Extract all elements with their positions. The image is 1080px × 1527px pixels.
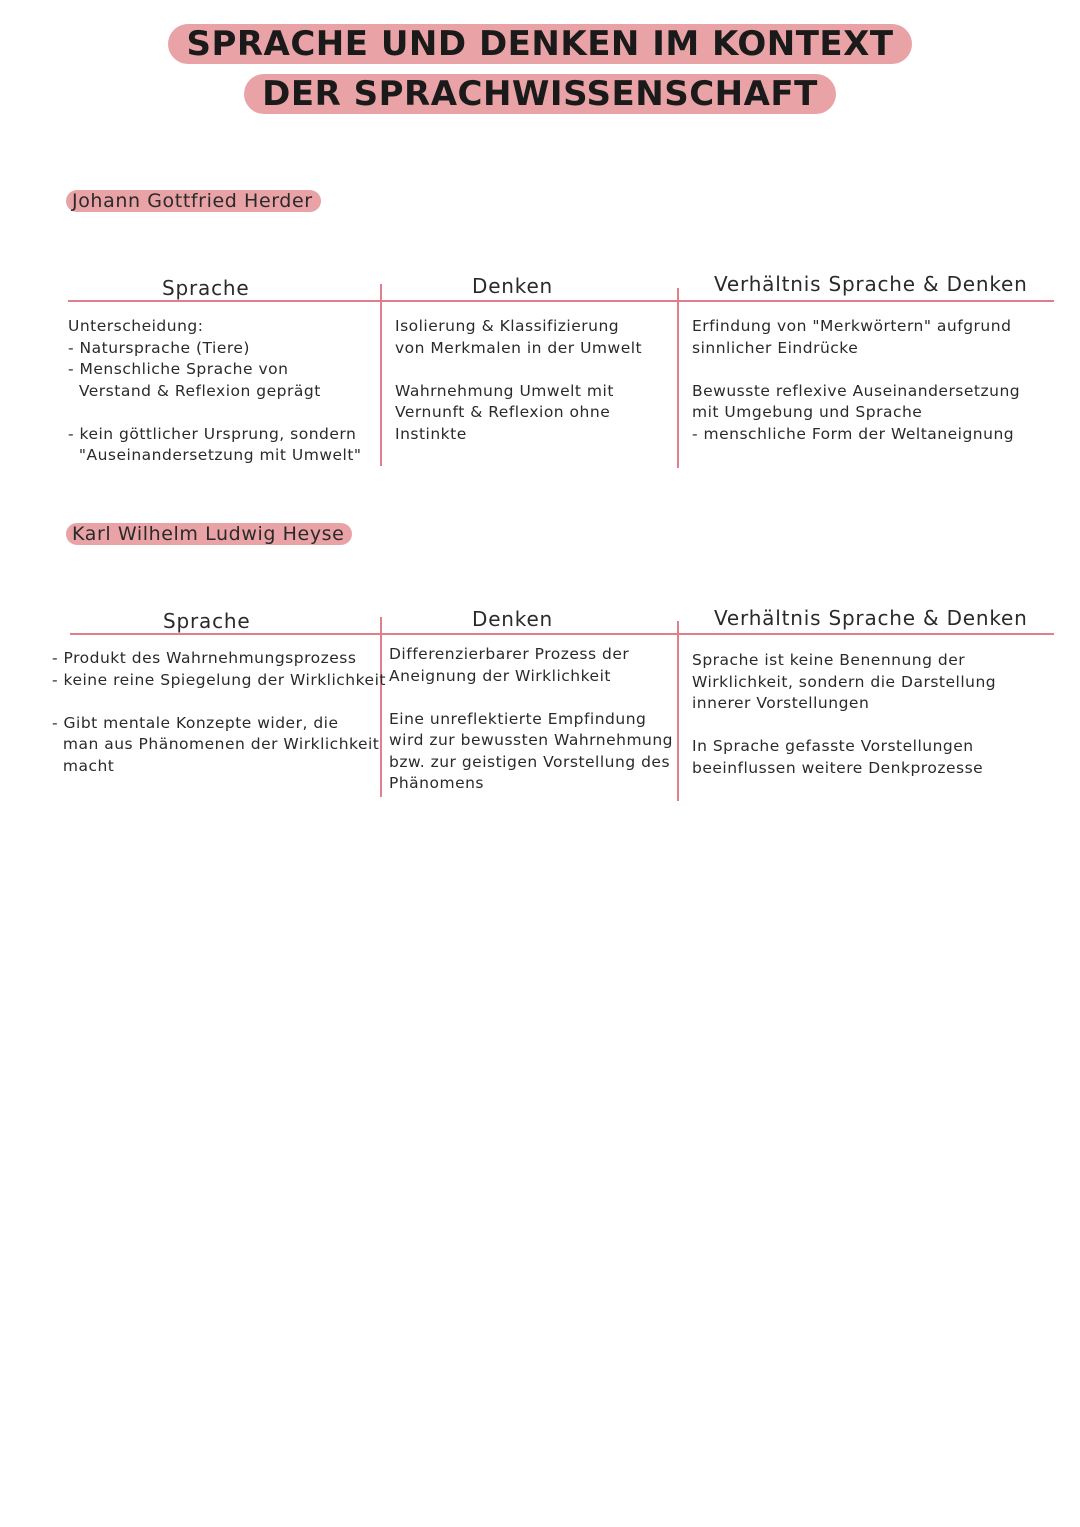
text-line: - menschliche Form der Weltaneignung: [692, 424, 1015, 443]
text-line: macht: [52, 756, 115, 775]
text-line: mit Umgebung und Sprache: [692, 403, 923, 421]
text-line: Verstand & Reflexion geprägt: [68, 381, 321, 400]
column-divider-1: [380, 284, 382, 466]
header-sprache: Sprache: [163, 609, 251, 633]
section-heading-herder: Johann Gottfried Herder: [66, 190, 321, 212]
text-line: Aneignung der Wirklichkeit: [389, 666, 611, 685]
header-denken: Denken: [472, 607, 554, 631]
text-line: - kein göttlicher Ursprung, sondern: [68, 424, 357, 443]
text-line: wird zur bewussten Wahrnehmung: [389, 731, 674, 749]
header-sprache: Sprache: [162, 276, 250, 300]
text-line: Sprache ist keine Benennung der: [692, 651, 966, 669]
header-verhaeltnis: Verhältnis Sprache & Denken: [714, 606, 1028, 630]
text-line: Wirklichkeit, sondern die Darstellung: [692, 672, 997, 691]
text-line: sinnlicher Eindrücke: [692, 338, 859, 357]
text-line: Eine unreflektierte Empfindung: [389, 709, 647, 728]
header-denken: Denken: [472, 274, 554, 298]
text-line: Instinkte: [395, 424, 467, 443]
cell-sprache: [52, 648, 386, 777]
text-line: Isolierung & Klassifizierung: [395, 317, 620, 335]
header-verhaeltnis: Verhältnis Sprache & Denken: [714, 272, 1028, 296]
title-line-2: [0, 74, 1080, 114]
cell-verhaeltnis: [692, 316, 1020, 445]
cell-sprache: [68, 316, 362, 467]
title-line-1: [0, 24, 1080, 64]
text-line: Wahrnehmung Umwelt mit: [395, 381, 614, 400]
text-line: man aus Phänomenen der Wirklichkeit: [52, 735, 380, 753]
text-line: Unterscheidung:: [68, 317, 204, 335]
text-line: Differenzierbarer Prozess der: [389, 645, 630, 663]
text-line: - Produkt des Wahrnehmungsprozess: [52, 649, 357, 667]
column-divider-2: [677, 621, 679, 801]
header-rule: [70, 633, 1054, 635]
header-rule: [68, 300, 1054, 302]
text-line: beeinflussen weitere Denkprozesse: [692, 758, 984, 777]
page-title-part-2: DER SPRACHWISSENSCHAFT: [244, 74, 836, 114]
text-line: - Natursprache (Tiere): [68, 338, 250, 357]
section-heading-heyse: Karl Wilhelm Ludwig Heyse: [66, 523, 352, 545]
cell-denken: [395, 316, 642, 445]
text-line: Bewusste reflexive Auseinandersetzung: [692, 381, 1021, 400]
page-title-part-1: SPRACHE UND DENKEN IM KONTEXT: [168, 24, 911, 64]
text-line: Vernunft & Reflexion ohne: [395, 403, 611, 421]
text-line: innerer Vorstellungen: [692, 694, 870, 712]
column-divider-2: [677, 288, 679, 468]
text-line: bzw. zur geistigen Vorstellung des: [389, 752, 671, 771]
text-line: - keine reine Spiegelung der Wirklichkeit: [52, 670, 386, 689]
cell-denken: [389, 644, 673, 795]
text-line: "Auseinandersetzung mit Umwelt": [68, 446, 362, 464]
cell-verhaeltnis: [692, 650, 996, 779]
text-line: - Menschliche Sprache von: [68, 360, 289, 378]
text-line: Erfindung von "Merkwörtern" aufgrund: [692, 317, 1012, 335]
text-line: von Merkmalen in der Umwelt: [395, 338, 643, 357]
text-line: - Gibt mentale Konzepte wider, die: [52, 713, 339, 732]
text-line: Phänomens: [389, 774, 485, 792]
text-line: In Sprache gefasste Vorstellungen: [692, 737, 974, 755]
